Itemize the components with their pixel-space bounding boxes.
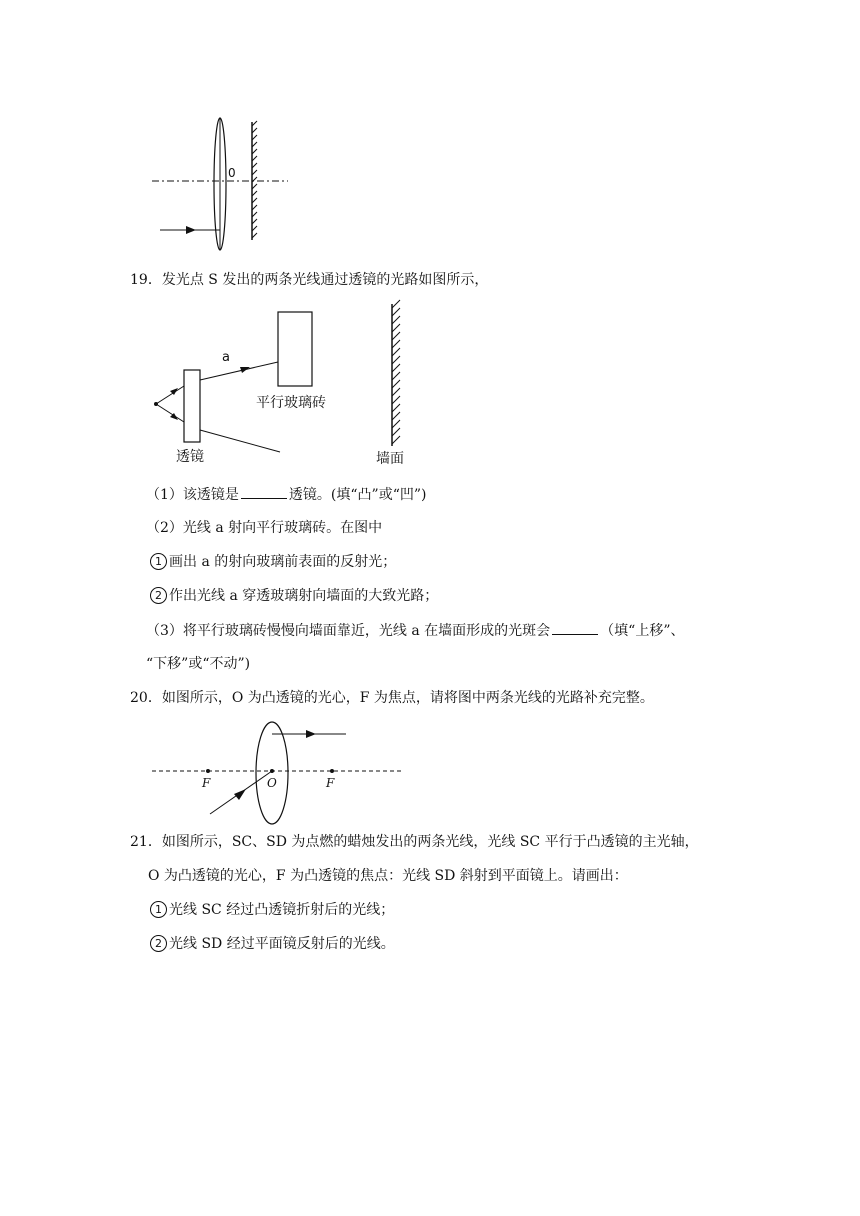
answer-blank-2[interactable]	[552, 620, 598, 635]
q19-part3-cont: “下移”或“不动”)	[146, 656, 251, 672]
ray-s-lower	[156, 404, 184, 422]
circled-number-2: 2	[150, 935, 167, 952]
figure-q19-drawing	[148, 300, 418, 470]
circled-number-1: 1	[150, 901, 167, 918]
q20-number: 20．	[130, 690, 162, 706]
focal-point-right	[330, 769, 334, 773]
q21-stem-line1: 21．如图所示，SC、SD 为点燃的蜡烛发出的两条光线，光线 SC 平行于凸透镜的主光轴，	[130, 834, 699, 850]
glass-brick-label: 平行玻璃砖	[256, 395, 326, 411]
q20-stem	[130, 688, 654, 708]
q21-number: 21．	[130, 834, 162, 850]
lens-rect	[184, 370, 200, 442]
figure-q20-drawing	[150, 718, 410, 828]
optical-center-label: 0	[228, 166, 236, 180]
focal-label-left: F	[202, 776, 211, 790]
q20-stem-text: 如图所示，O 为凸透镜的光心，F 为焦点，请将图中两条光线的光路补充完整。	[161, 690, 654, 706]
circled-number-2: 2	[150, 587, 167, 604]
q19-stem-text: 发光点 S 发出的两条光线通过透镜的光路如图所示，	[161, 272, 489, 288]
q21-sub1: 1 光线 SC 经过凸透镜折射后的光线；	[150, 900, 394, 920]
q19-stem	[130, 270, 488, 290]
figure-q18	[150, 110, 300, 260]
q19-number: 19．	[130, 272, 162, 288]
q19-part1: （1）该透镜是 透镜。(填“凸”或“凹”)	[146, 484, 426, 505]
figure-q18-drawing	[150, 110, 300, 260]
circled-number-1: 1	[150, 553, 167, 570]
center-label: O	[267, 776, 277, 790]
answer-blank-1[interactable]	[241, 484, 287, 499]
wall-hatching	[392, 300, 400, 444]
ray-a-label: a	[222, 350, 230, 365]
q19-part2: （2）光线 a 射向平行玻璃砖。在图中	[146, 520, 383, 536]
ray-arrow	[186, 226, 196, 234]
q21-sub2: 2 光线 SD 经过平面镜反射后的光线。	[150, 934, 395, 954]
q19-part3: （3）将平行玻璃砖慢慢向墙面靠近，光线 a 在墙面形成的光斑会 （填“上移”、	[146, 620, 684, 641]
focal-label-right: F	[326, 776, 335, 790]
wall-label: 墙面	[376, 451, 404, 467]
glass-brick	[278, 312, 312, 386]
ray-lower-out	[200, 430, 280, 452]
lens-label: 透镜	[176, 449, 204, 465]
q21-stem-line2: O 为凸透镜的光心，F 为凸透镜的焦点：光线 SD 斜射到平面镜上。请画出：	[148, 868, 628, 884]
q19-sub1: 1 画出 a 的射向玻璃前表面的反射光；	[150, 552, 396, 572]
focal-point-left	[206, 769, 210, 773]
figure-q19	[148, 300, 418, 470]
ray-s-upper	[156, 386, 184, 404]
ray-a	[200, 362, 278, 380]
q19-sub2: 2 作出光线 a 穿透玻璃射向墙面的大致光路；	[150, 586, 438, 606]
figure-q20	[150, 718, 410, 828]
